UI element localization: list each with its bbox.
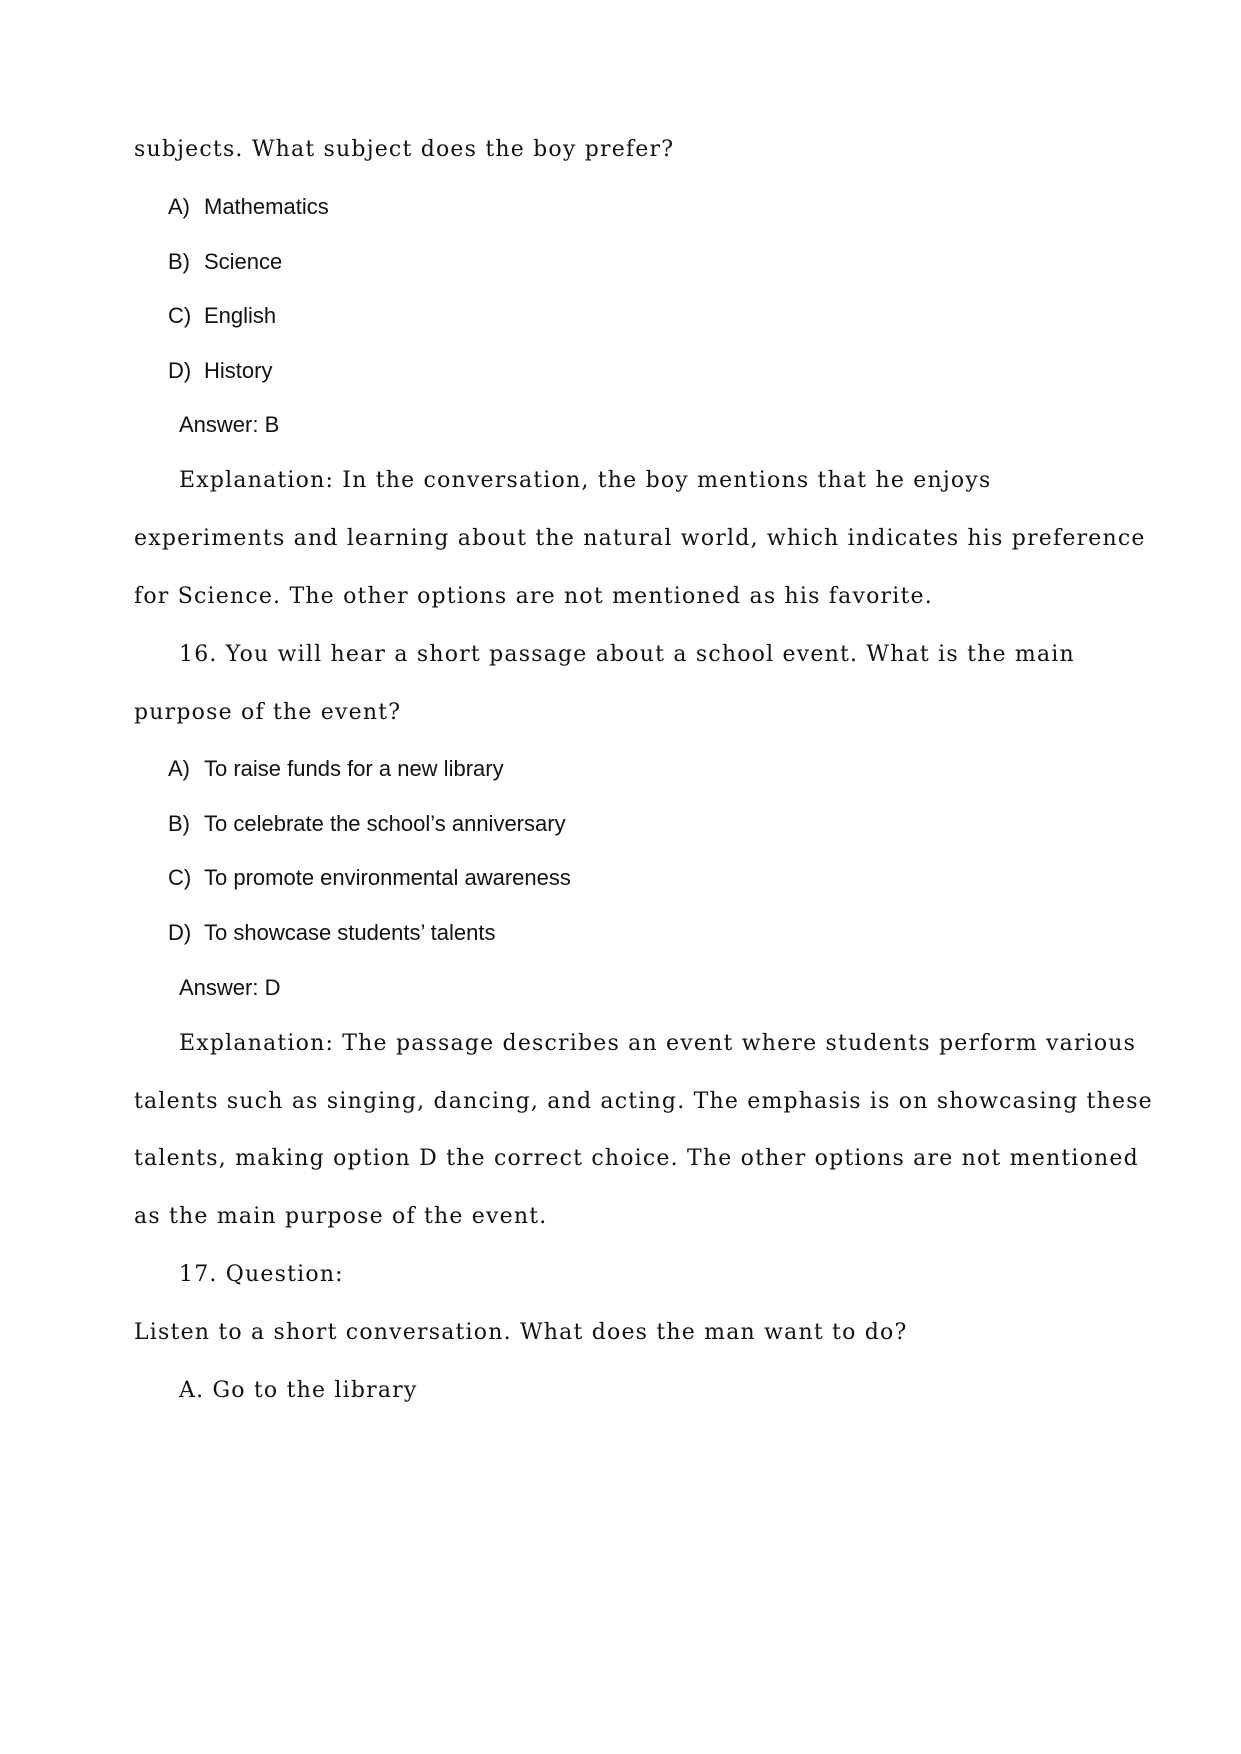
option-text: To celebrate the school’s anniversary bbox=[204, 811, 566, 836]
question-15-stem: subjects. What subject does the boy prefer? bbox=[134, 137, 675, 162]
option-text: Science bbox=[204, 249, 283, 274]
question-16-option-a bbox=[168, 754, 504, 784]
question-16-stem-line-2: purpose of the event? bbox=[134, 700, 402, 725]
question-15-explanation-line-2: experiments and learning about the natural world, which indicates his preference bbox=[134, 526, 1146, 551]
question-16-explanation-line-4: as the main purpose of the event. bbox=[134, 1204, 548, 1229]
option-letter: A) bbox=[168, 194, 190, 219]
question-17-stem: Listen to a short conversation. What does the man want to do? bbox=[134, 1320, 908, 1345]
question-16-option-c bbox=[168, 863, 571, 893]
option-letter: D) bbox=[168, 358, 192, 383]
question-15-option-a bbox=[168, 192, 329, 222]
option-text: English bbox=[204, 303, 277, 328]
question-15-explanation-line-1: Explanation: In the conversation, the boy mentions that he enjoys bbox=[179, 468, 992, 493]
option-letter: C) bbox=[168, 865, 192, 890]
question-16-option-d bbox=[168, 918, 495, 948]
question-15-answer: Answer: B bbox=[179, 412, 280, 437]
question-15-option-b bbox=[168, 247, 282, 277]
option-text: To promote environmental awareness bbox=[204, 865, 571, 890]
question-17-option-a: A. Go to the library bbox=[179, 1378, 418, 1403]
option-text: History bbox=[204, 358, 273, 383]
question-15-option-d bbox=[168, 356, 272, 386]
question-16-answer: Answer: D bbox=[179, 975, 281, 1000]
option-letter: D) bbox=[168, 920, 192, 945]
option-text: Mathematics bbox=[204, 194, 329, 219]
question-16-explanation-line-3: talents, making option D the correct choice. The other options are not mentioned bbox=[134, 1146, 1139, 1171]
question-16-explanation-line-2: talents such as singing, dancing, and acting. The emphasis is on showcasing these bbox=[134, 1089, 1153, 1114]
question-17-label: 17. Question: bbox=[179, 1262, 344, 1287]
question-16-option-b bbox=[168, 809, 566, 839]
option-text: To raise funds for a new library bbox=[204, 756, 504, 781]
option-letter: A) bbox=[168, 756, 190, 781]
question-15-explanation-line-3: for Science. The other options are not mentioned as his favorite. bbox=[134, 584, 933, 609]
question-15-option-c bbox=[168, 301, 276, 331]
option-letter: B) bbox=[168, 811, 190, 836]
option-letter: B) bbox=[168, 249, 190, 274]
question-16-explanation-line-1: Explanation: The passage describes an event where students perform various bbox=[179, 1031, 1137, 1056]
question-16-stem-line-1: 16. You will hear a short passage about a school event. What is the main bbox=[179, 642, 1075, 667]
option-text: To showcase students’ talents bbox=[204, 920, 496, 945]
option-letter: C) bbox=[168, 303, 192, 328]
